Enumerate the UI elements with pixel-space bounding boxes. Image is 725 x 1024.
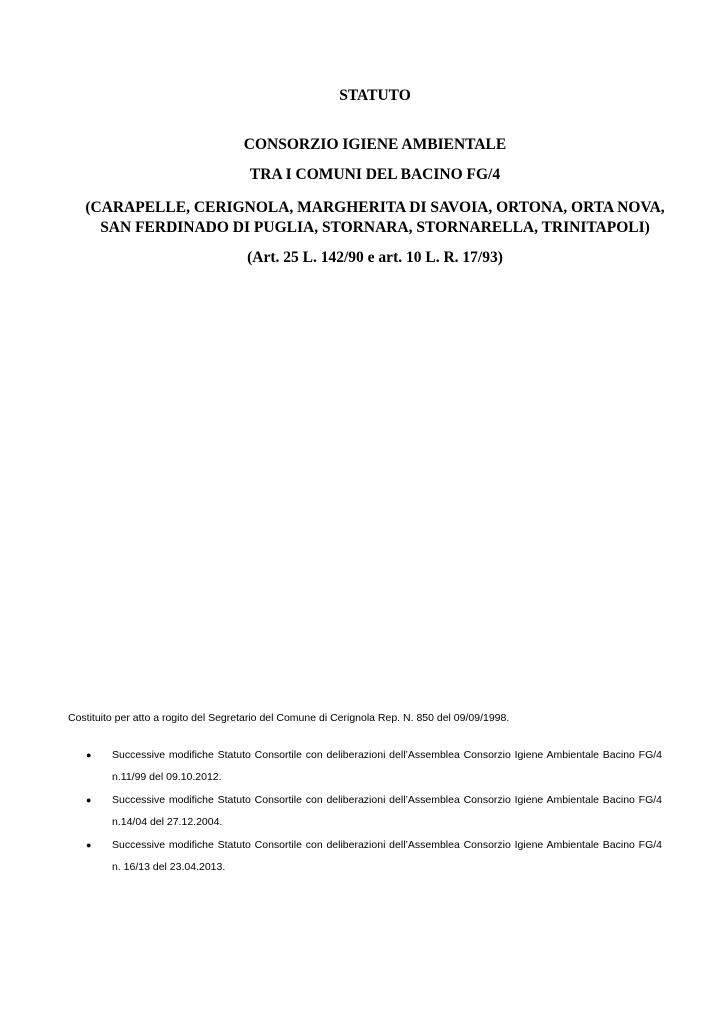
modification-text: Successive modifiche Statuto Consortile con deliberazioni dell’Assemblea Consorzio Igiene Ambientale Bacino FG/4 n.14/04 del 27.12.2004. <box>112 794 662 828</box>
document-title: STATUTO <box>339 87 411 104</box>
list-item <box>86 834 662 878</box>
consorzio-heading: CONSORZIO IGIENE AMBIENTALE <box>243 136 507 153</box>
bullet-icon: ● <box>86 750 92 760</box>
bullet-icon: ● <box>86 795 92 805</box>
comuni-list <box>60 198 690 238</box>
comuni-heading: TRA I COMUNI DEL BACINO FG/4 <box>249 166 501 183</box>
comuni-list-line-2: SAN FERDINADO DI PUGLIA, STORNARA, STORNARELLA, TRINITAPOLI) <box>100 219 650 236</box>
list-item <box>86 789 662 833</box>
constitution-note: Costituito per atto a rogito del Segretario del Comune di Cerignola Rep. N. 850 del 09/09/1998. <box>68 712 510 724</box>
comuni-list-line-1: (CARAPELLE, CERIGNOLA, MARGHERITA DI SAVOIA, ORTONA, ORTA NOVA, <box>85 199 665 216</box>
list-item <box>86 744 662 788</box>
modification-text: Successive modifiche Statuto Consortile con deliberazioni dell’Assemblea Consorzio Igiene Ambientale Bacino FG/4 n. 16/13 del 23.04.2013. <box>112 839 662 873</box>
bullet-icon: ● <box>86 840 92 850</box>
modifications-list <box>86 744 662 879</box>
legal-reference: (Art. 25 L. 142/90 e art. 10 L. R. 17/93) <box>247 249 503 266</box>
modification-text: Successive modifiche Statuto Consortile con deliberazioni dell’Assemblea Consorzio Igiene Ambientale Bacino FG/4 n.11/99 del 09.10.2012. <box>112 749 662 783</box>
